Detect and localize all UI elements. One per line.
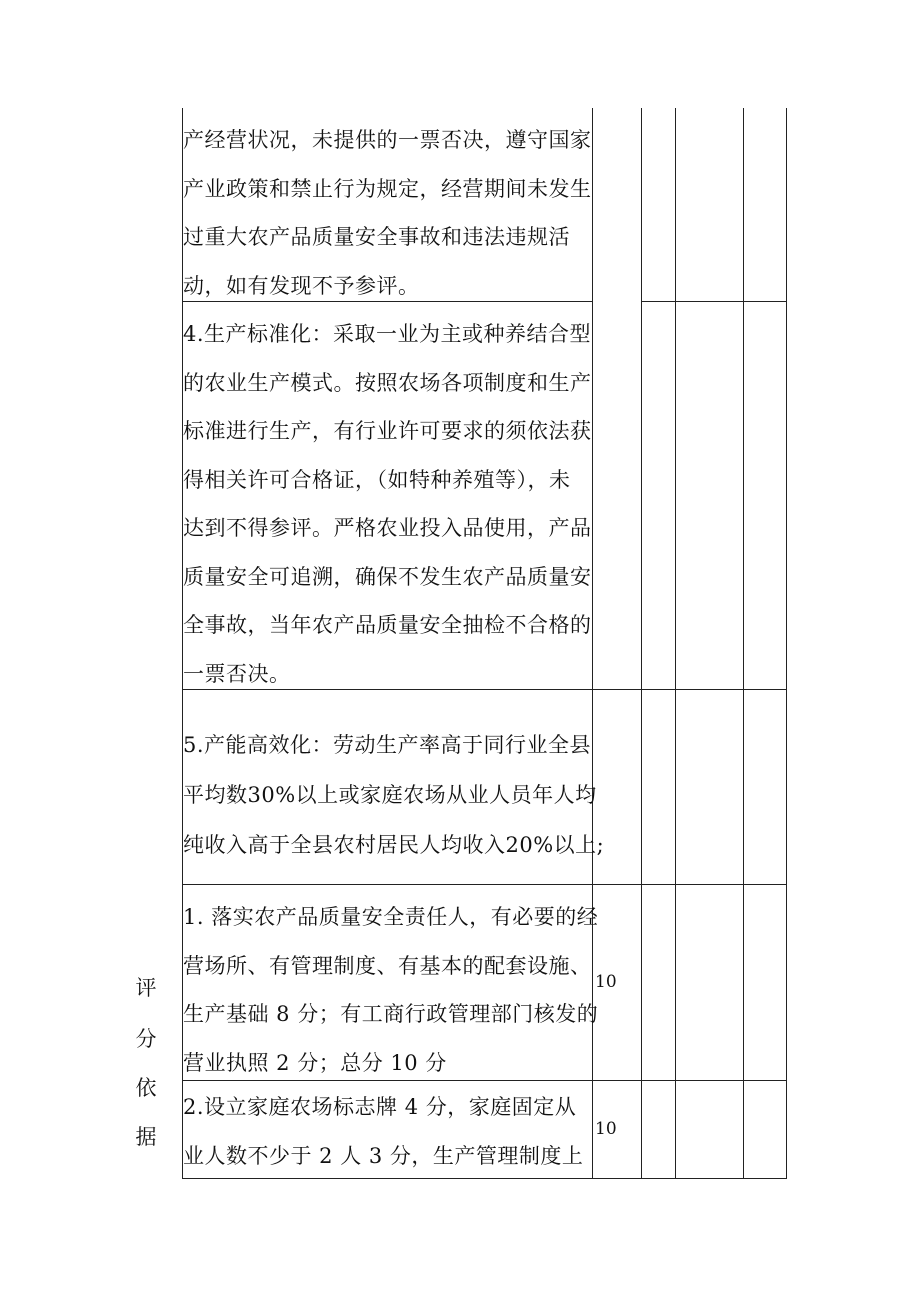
criteria-cell (183, 116, 592, 310)
criteria-line: 产经营状况，未提供的一票否决，遵守国家 (183, 128, 592, 152)
criteria-line: 产业政策和禁止行为规定，经营期间未发生 (183, 176, 592, 201)
side-label-char: 评 (135, 976, 157, 1000)
criteria-line: 动，如有发现不予参评。 (183, 273, 420, 298)
criteria-cell (183, 310, 592, 698)
table-divider-col4 (675, 108, 676, 1179)
score-value: 10 (595, 1119, 617, 1139)
criteria-line: 5.产能高效化：劳动生产率高于同行业全县 (183, 733, 592, 757)
criteria-line: 1. 落实农产品质量安全责任人，有必要的经 (183, 905, 599, 929)
table-divider-col5 (743, 108, 744, 1179)
side-label-char: 据 (135, 1125, 157, 1149)
row-divider (182, 884, 787, 885)
criteria-line: 2.设立家庭农场标志牌 4 分，家庭固定从 (183, 1095, 577, 1119)
side-label-char: 依 (135, 1076, 157, 1100)
table-border-right (786, 108, 787, 1179)
criteria-line: 4.生产标准化：采取一业为主或种养结合型 (183, 322, 592, 346)
row-divider (641, 301, 787, 302)
criteria-line: 营场所、有管理制度、有基本的配套设施、 (183, 953, 592, 978)
criteria-line: 过重大农产品质量安全事故和违法违规活 (183, 225, 570, 249)
side-label-char: 分 (135, 1027, 157, 1051)
criteria-line: 纯收入高于全县农村居民人均收入20%以上; (183, 833, 605, 857)
criteria-line: 全事故，当年农产品质量安全抽检不合格的 (183, 613, 592, 637)
criteria-line: 质量安全可追溯，确保不发生农产品质量安 (183, 564, 592, 589)
criteria-line: 达到不得参评。严格农业投入品使用，产品 (183, 516, 592, 540)
score-value: 10 (595, 972, 617, 992)
criteria-line: 一票否决。 (183, 661, 291, 686)
criteria-cell (183, 1083, 583, 1180)
criteria-line: 平均数30%以上或家庭农场从业人员年人均 (183, 783, 597, 807)
table-divider-col3 (641, 108, 642, 1179)
criteria-line: 得相关许可合格证，（如特种养殖等），未 (183, 467, 571, 492)
criteria-cell (183, 893, 598, 1087)
criteria-line: 生产基础 8 分；有工商行政管理部门核发的 (183, 1002, 599, 1026)
criteria-line: 业人数不少于 2 人 3 分，生产管理制度上 (183, 1143, 584, 1168)
criteria-line: 营业执照 2 分；总分 10 分 (183, 1050, 447, 1075)
criteria-line: 标准进行生产，有行业许可要求的须依法获 (183, 419, 592, 443)
criteria-cell (183, 720, 604, 870)
criteria-line: 的农业生产模式。按照农场各项制度和生产 (183, 370, 592, 395)
